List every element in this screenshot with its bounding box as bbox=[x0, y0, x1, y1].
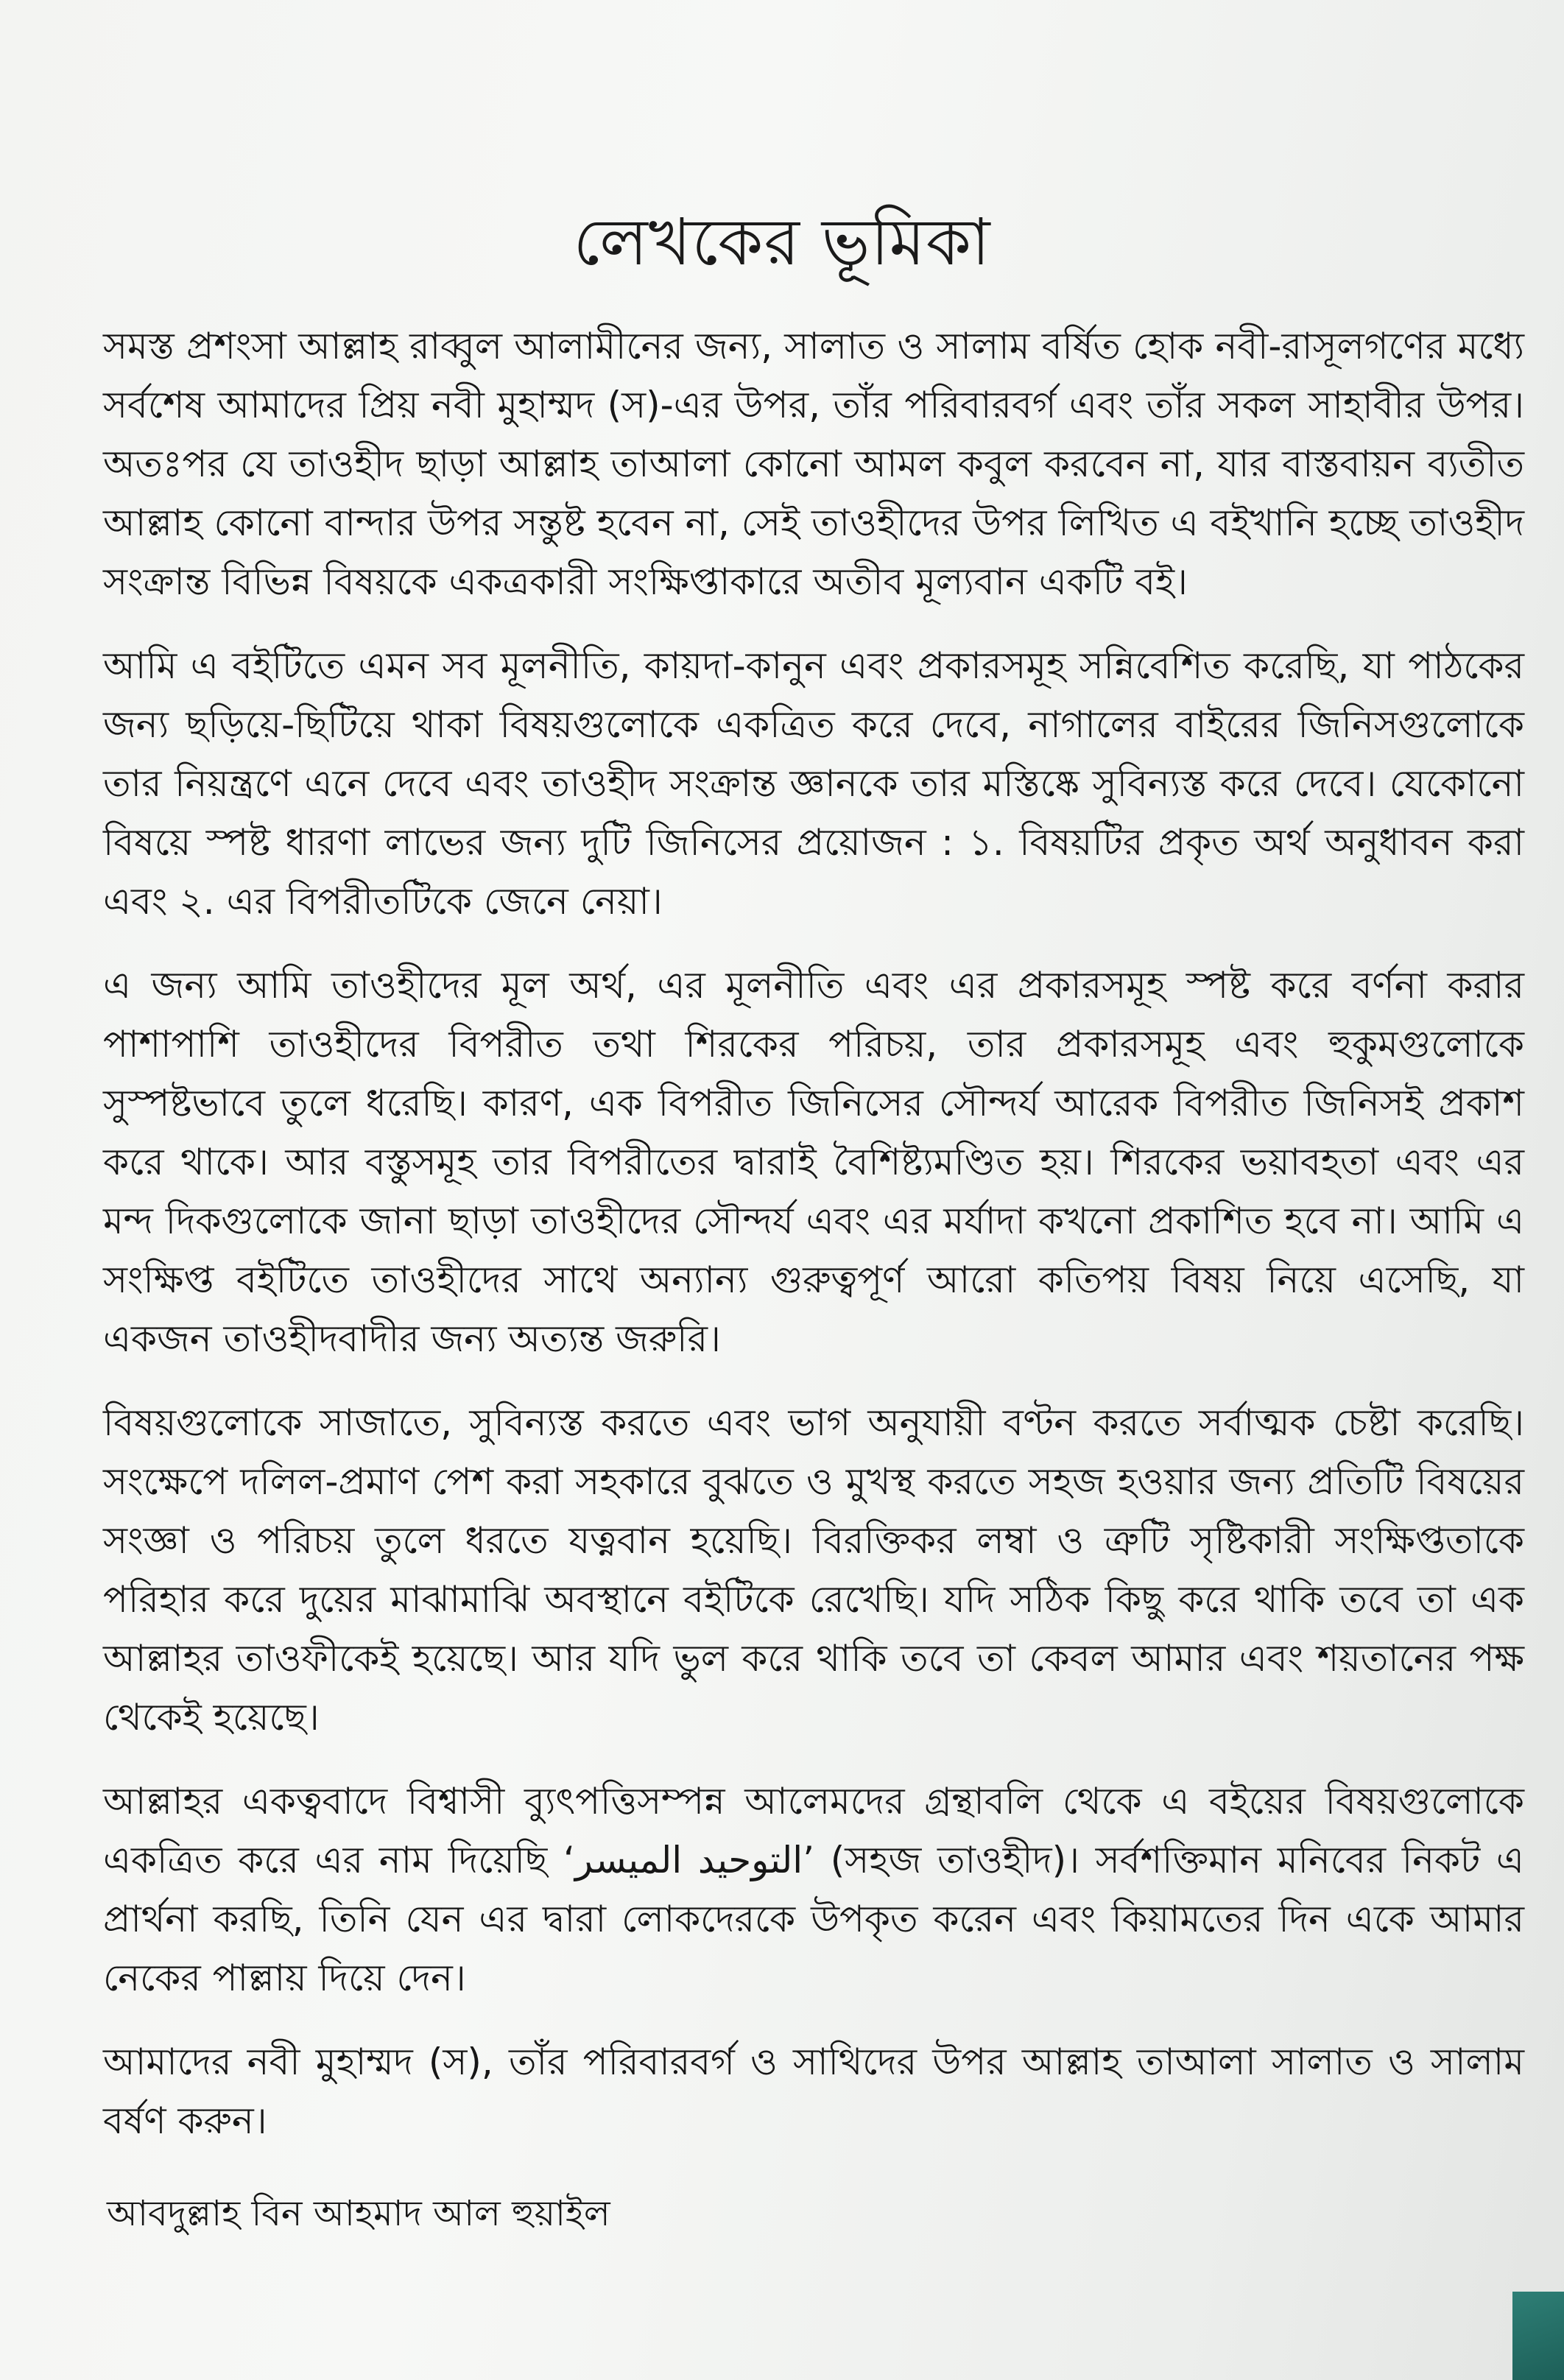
author-signature: আবদুল্লাহ বিন আহমাদ আল হুয়াইল bbox=[107, 2193, 610, 2234]
paragraph-5: আল্লাহর একত্ববাদে বিশ্বাসী ব্যুৎপত্তিসম্পন্ন আলেমদের গ্রন্থাবলি থেকে এ বইয়ের বিষয়গুলোকে একত্রিত করে এর নাম দিয়েছি ‘التوحيد الميسر’ (সহজ তাওহীদ)। সর্বশক্তিমান মনিবের নিকট এ প্রার্থনা করছি, তিনি যেন এর দ্বারা লোকদেরকে উপকৃত করেন এবং কিয়ামতের দিন একে আমার নেকের পাল্লায় দিয়ে দেন। bbox=[103, 1780, 1524, 1999]
paragraph-4: বিষয়গুলোকে সাজাতে, সুবিন্যস্ত করতে এবং ভাগ অনুযায়ী বণ্টন করতে সর্বাত্মক চেষ্টা করেছি। সংক্ষেপে দলিল-প্রমাণ পেশ করা সহকারে বুঝতে ও মুখস্থ করতে সহজ হওয়ার জন্য প্রতিটি বিষয়ের সংজ্ঞা ও পরিচয় তুলে ধরতে যত্নবান হয়েছি। বিরক্তিকর লম্বা ও ত্রুটি সৃষ্টিকারী সংক্ষিপ্ততাকে পরিহার করে দুয়ের মাঝামাঝি অবস্থানে বইটিকে রেখেছি। যদি সঠিক কিছু করে থাকি তবে তা এক আল্লাহর তাওফীকেই হয়েছে। আর যদি ভুল করে থাকি তবে তা কেবল আমার এবং শয়তানের পক্ষ থেকেই হয়েছে। bbox=[103, 1401, 1524, 1739]
paragraph-2: আমি এ বইটিতে এমন সব মূলনীতি, কায়দা-কানুন এবং প্রকারসমূহ সন্নিবেশিত করেছি, যা পাঠকের জন্য ছড়িয়ে-ছিটিয়ে থাকা বিষয়গুলোকে একত্রিত করে দেবে, নাগালের বাইরের জিনিসগুলোকে তার নিয়ন্ত্রণে এনে দেবে এবং তাওহীদ সংক্রান্ত জ্ঞানকে তার মস্তিষ্কে সুবিন্যস্ত করে দেবে। যেকোনো বিষয়ে স্পষ্ট ধারণা লাভের জন্য দুটি জিনিসের প্রয়োজন : ১. বিষয়টির প্রকৃত অর্থ অনুধাবন করা এবং ২. এর বিপরীতটিকে জেনে নেয়া। bbox=[103, 644, 1524, 923]
paragraph-3: এ জন্য আমি তাওহীদের মূল অর্থ, এর মূলনীতি এবং এর প্রকারসমূহ স্পষ্ট করে বর্ণনা করার পাশাপাশি তাওহীদের বিপরীত তথা শিরকের পরিচয়, তার প্রকারসমূহ এবং হুকুমগুলোকে সুস্পষ্টভাবে তুলে ধরেছি। কারণ, এক বিপরীত জিনিসের সৌন্দর্য আরেক বিপরীত জিনিসই প্রকাশ করে থাকে। আর বস্তুসমূহ তার বিপরীতের দ্বারাই বৈশিষ্ট্যমণ্ডিত হয়। শিরকের ভয়াবহতা এবং এর মন্দ দিকগুলোকে জানা ছাড়া তাওহীদের সৌন্দর্য এবং এর মর্যাদা কখনো প্রকাশিত হবে না। আমি এ সংক্ষিপ্ত বইটিতে তাওহীদের সাথে অন্যান্য গুরুত্বপূর্ণ আরো কতিপয় বিষয় নিয়ে এসেছি, যা একজন তাওহীদবাদীর জন্য অত্যন্ত জরুরি। bbox=[103, 964, 1524, 1360]
book-cover-edge bbox=[1512, 2292, 1564, 2380]
paragraph-6: আমাদের নবী মুহাম্মদ (স), তাঁর পরিবারবর্গ ও সাথিদের উপর আল্লাহ তাআলা সালাত ও সালাম বর্ষণ করুন। bbox=[103, 2041, 1524, 2142]
page-title: লেখকের ভূমিকা bbox=[573, 204, 991, 280]
preface-body bbox=[103, 317, 1524, 2175]
paragraph-1: সমস্ত প্রশংসা আল্লাহ রাব্বুল আলামীনের জন্য, সালাত ও সালাম বর্ষিত হোক নবী-রাসূলগণের মধ্যে সর্বশেষ আমাদের প্রিয় নবী মুহাম্মদ (স)-এর উপর, তাঁর পরিবারবর্গ এবং তাঁর সকল সাহাবীর উপর। অতঃপর যে তাওহীদ ছাড়া আল্লাহ তাআলা কোনো আমল কবুল করবেন না, যার বাস্তবায়ন ব্যতীত আল্লাহ কোনো বান্দার উপর সন্তুষ্ট হবেন না, সেই তাওহীদের উপর লিখিত এ বইখানি হচ্ছে তাওহীদ সংক্রান্ত বিভিন্ন বিষয়কে একত্রকারী সংক্ষিপ্তাকারে অতীব মূল্যবান একটি বই। bbox=[103, 325, 1524, 603]
